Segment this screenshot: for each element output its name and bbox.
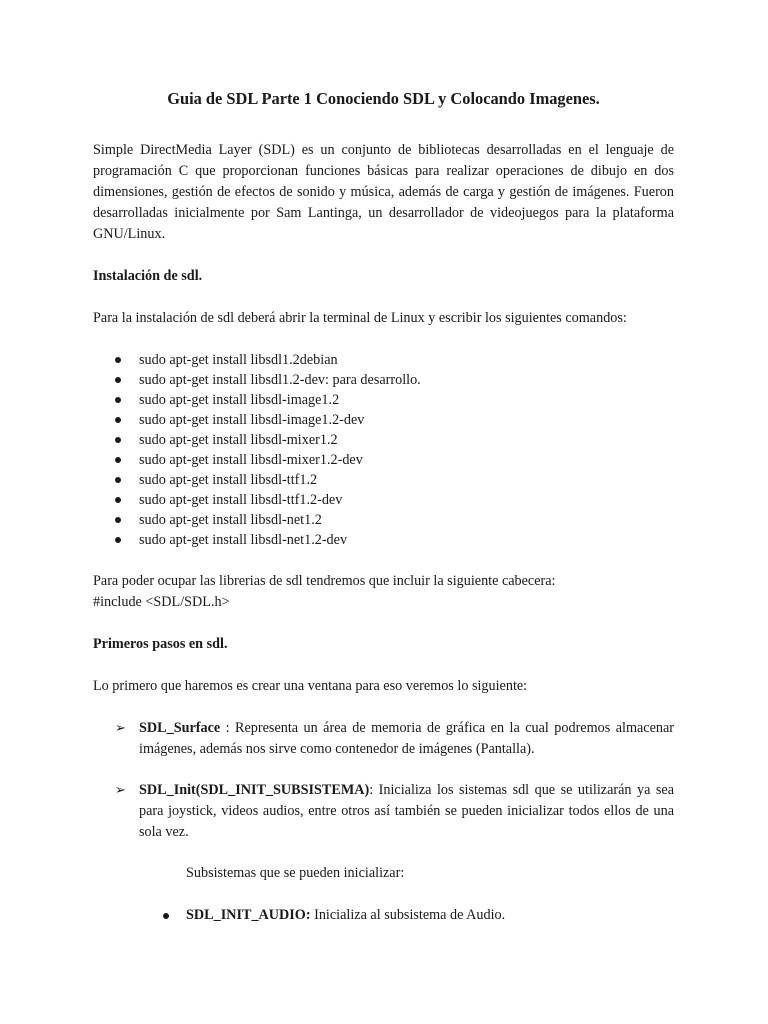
bullet-icon bbox=[115, 417, 121, 423]
subsystem-text: Inicializa al subsistema de Audio. bbox=[310, 907, 506, 923]
concept-text: : Representa un área de memoria de gráfica en la cual podremos almacenar imágenes, además nos sirve como contenedor de imágenes (Pantalla). bbox=[139, 720, 674, 757]
list-item: sudo apt-get install libsdl-net1.2-dev bbox=[93, 530, 674, 550]
list-item: sudo apt-get install libsdl-image1.2 bbox=[93, 390, 674, 410]
bullet-icon bbox=[115, 537, 121, 543]
bullet-icon bbox=[115, 517, 121, 523]
install-paragraph: Para la instalación de sdl deberá abrir la terminal de Linux y escribir los siguientes comandos: bbox=[93, 310, 627, 326]
include-block bbox=[93, 571, 674, 613]
list-item: sudo apt-get install libsdl-net1.2 bbox=[93, 510, 674, 530]
list-item: sudo apt-get install libsdl1.2-dev: para desarrollo. bbox=[93, 370, 674, 390]
install-heading: Instalación de sdl. bbox=[93, 268, 203, 284]
intro-paragraph: Simple DirectMedia Layer (SDL) es un conjunto de bibliotecas desarrolladas en el lenguaje de programación C que proporcionan funciones básicas para realizar operaciones de dibujo en dos dimensiones, gestión de efectos de sonido y música, además de carga y gestión de imágenes. Fueron desarrolladas inicialmente por Sam Lantinga, un desarrollador de videojuegos para la plataforma GNU/Linux. bbox=[93, 142, 674, 242]
bullet-icon bbox=[163, 913, 169, 919]
document-page bbox=[93, 88, 674, 926]
first-steps-heading: Primeros pasos en sdl. bbox=[93, 636, 228, 652]
list-item: sudo apt-get install libsdl-mixer1.2 bbox=[93, 430, 674, 450]
concept-text: : Inicializa los sistemas sdl que se utilizarán ya sea para joystick, videos audios, entre otros así también se pueden inicializar todos ellos de una sola vez. bbox=[139, 782, 674, 840]
list-item bbox=[93, 718, 674, 760]
first-steps-paragraph: Lo primero que haremos es crear una ventana para eso veremos lo siguiente: bbox=[93, 678, 528, 694]
list-item: sudo apt-get install libsdl-ttf1.2 bbox=[93, 470, 674, 490]
arrow-bullet-icon: ➢ bbox=[115, 783, 126, 798]
arrow-bullet-icon: ➢ bbox=[115, 721, 126, 736]
bullet-icon bbox=[115, 377, 121, 383]
bullet-icon bbox=[115, 497, 121, 503]
bullet-icon bbox=[115, 457, 121, 463]
list-item bbox=[93, 905, 674, 926]
subsystems-text: Subsistemas que se pueden inicializar: bbox=[186, 865, 405, 881]
concept-list bbox=[93, 718, 674, 843]
list-item: sudo apt-get install libsdl-mixer1.2-dev bbox=[93, 450, 674, 470]
command-list bbox=[93, 350, 674, 550]
include-line: #include <SDL/SDL.h> bbox=[93, 594, 230, 610]
bullet-icon bbox=[115, 357, 121, 363]
subsystem-list bbox=[93, 905, 674, 926]
concept-term: SDL_Surface bbox=[139, 720, 221, 736]
list-item: sudo apt-get install libsdl1.2debian bbox=[93, 350, 674, 370]
list-item: sudo apt-get install libsdl-image1.2-dev bbox=[93, 410, 674, 430]
bullet-icon bbox=[115, 437, 121, 443]
bullet-icon bbox=[115, 397, 121, 403]
subsystem-term: SDL_INIT_AUDIO: bbox=[186, 907, 311, 923]
concept-term: SDL_Init(SDL_INIT_SUBSISTEMA) bbox=[139, 782, 370, 798]
list-item: sudo apt-get install libsdl-ttf1.2-dev bbox=[93, 490, 674, 510]
include-text: Para poder ocupar las librerias de sdl tendremos que incluir la siguiente cabecera: bbox=[93, 573, 556, 589]
document-title: Guia de SDL Parte 1 Conociendo SDL y Colocando Imagenes. bbox=[167, 89, 600, 108]
bullet-icon bbox=[115, 477, 121, 483]
list-item bbox=[93, 780, 674, 843]
